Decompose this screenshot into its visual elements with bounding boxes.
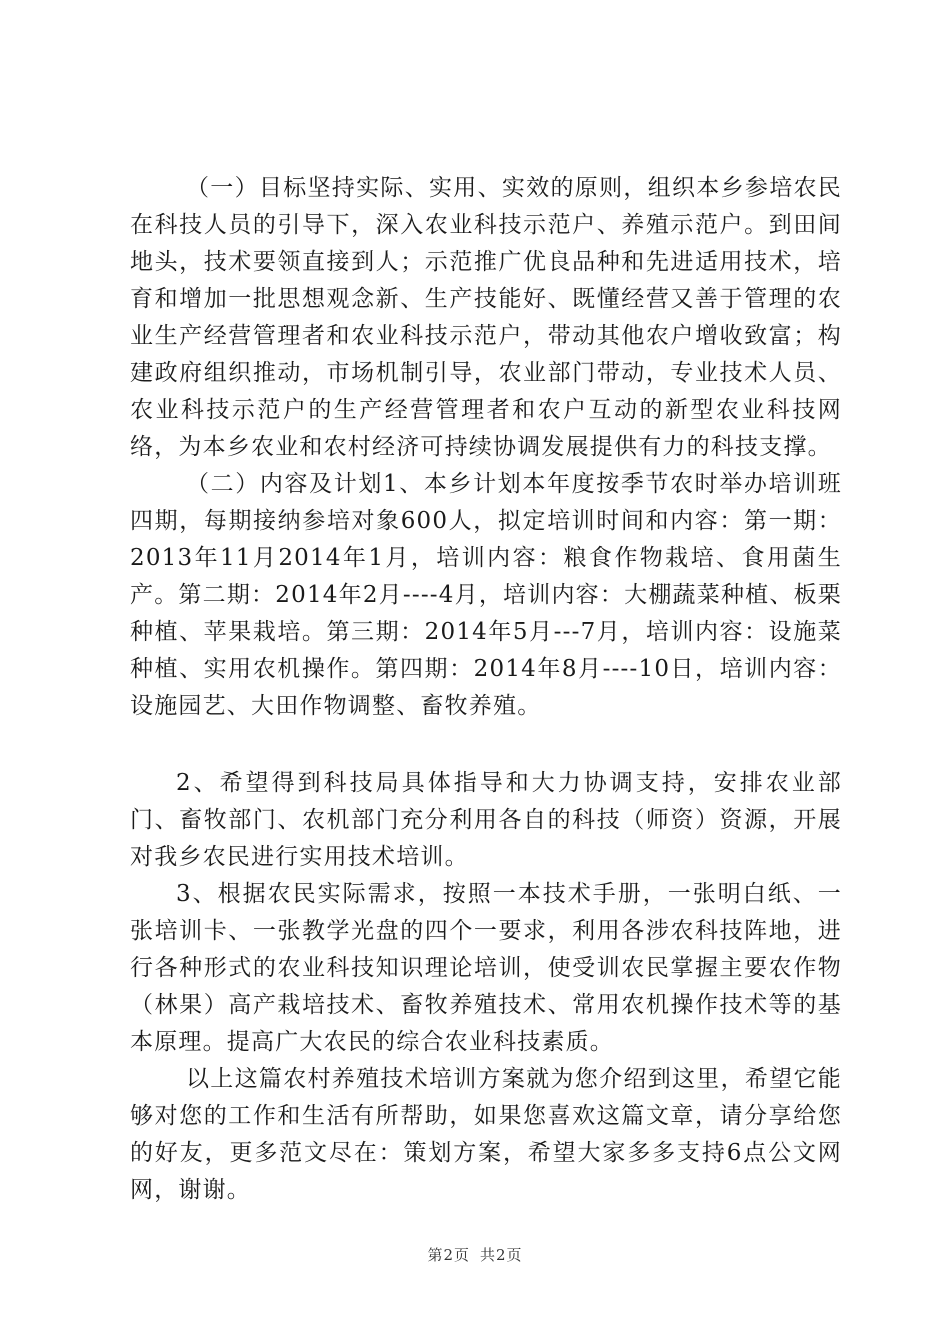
- page-number: 第2页: [427, 1246, 470, 1264]
- paragraph-closing: 以上这篇农村养殖技术培训方案就为您介绍到这里，希望它能够对您的工作和生活有所帮助，如果您喜欢这篇文章，请分享给您的好友，更多范文尽在：策划方案，希望大家多多支持6点公文网网，谢谢。: [130, 1066, 842, 1203]
- paragraph-objectives: （一）目标坚持实际、实用、实效的原则，组织本乡参培农民在科技人员的引导下，深入农业科技示范户、养殖示范户。到田间地头，技术要领直接到人；示范推广优良品种和先进适用技术，培育和增加一批思想观念新、生产技能好、既懂经营又善于管理的农业生产经营管理者和农业科技示范户，带动其他农户增收致富；构建政府组织推动，市场机制引导，农业部门带动，专业技术人员、农业科技示范户的生产经营管理者和农户互动的新型农业科技网络，为本乡农业和农村经济可持续协调发展提供有力的科技支撑。: [130, 175, 842, 460]
- page-total: 共2页: [480, 1246, 523, 1264]
- paragraph-content-plan: （二）内容及计划1、本乡计划本年度按季节农时举办培训班四期，每期接纳参培对象600人，拟定培训时间和内容：第一期：2013年11月2014年1月，培训内容：粮食作物栽培、食用菌生产。第二期：2014年2月----4月，培训内容：大棚蔬菜种植、板栗种植、苹果栽培。第三期：2014年5月---7月，培训内容：设施菜种植、实用农机操作。第四期：2014年8月----10日，培训内容：设施园艺、大田作物调整、畜牧养殖。: [130, 471, 842, 719]
- document-body: [130, 170, 842, 1209]
- paragraph-support-request: 2、希望得到科技局具体指导和大力协调支持，安排农业部门、畜牧部门、农机部门充分利用各自的科技（师资）资源，开展对我乡农民进行实用技术培训。: [130, 770, 842, 870]
- paragraph-training-method: 3、根据农民实际需求，按照一本技术手册，一张明白纸、一张培训卡、一张教学光盘的四个一要求，利用各涉农科技阵地，进行各种形式的农业科技知识理论培训，使受训农民掌握主要农作物（林果）高产栽培技术、畜牧养殖技术、常用农机操作技术等的基本原理。提高广大农民的综合农业科技素质。: [130, 881, 842, 1055]
- page-footer: [0, 1244, 950, 1265]
